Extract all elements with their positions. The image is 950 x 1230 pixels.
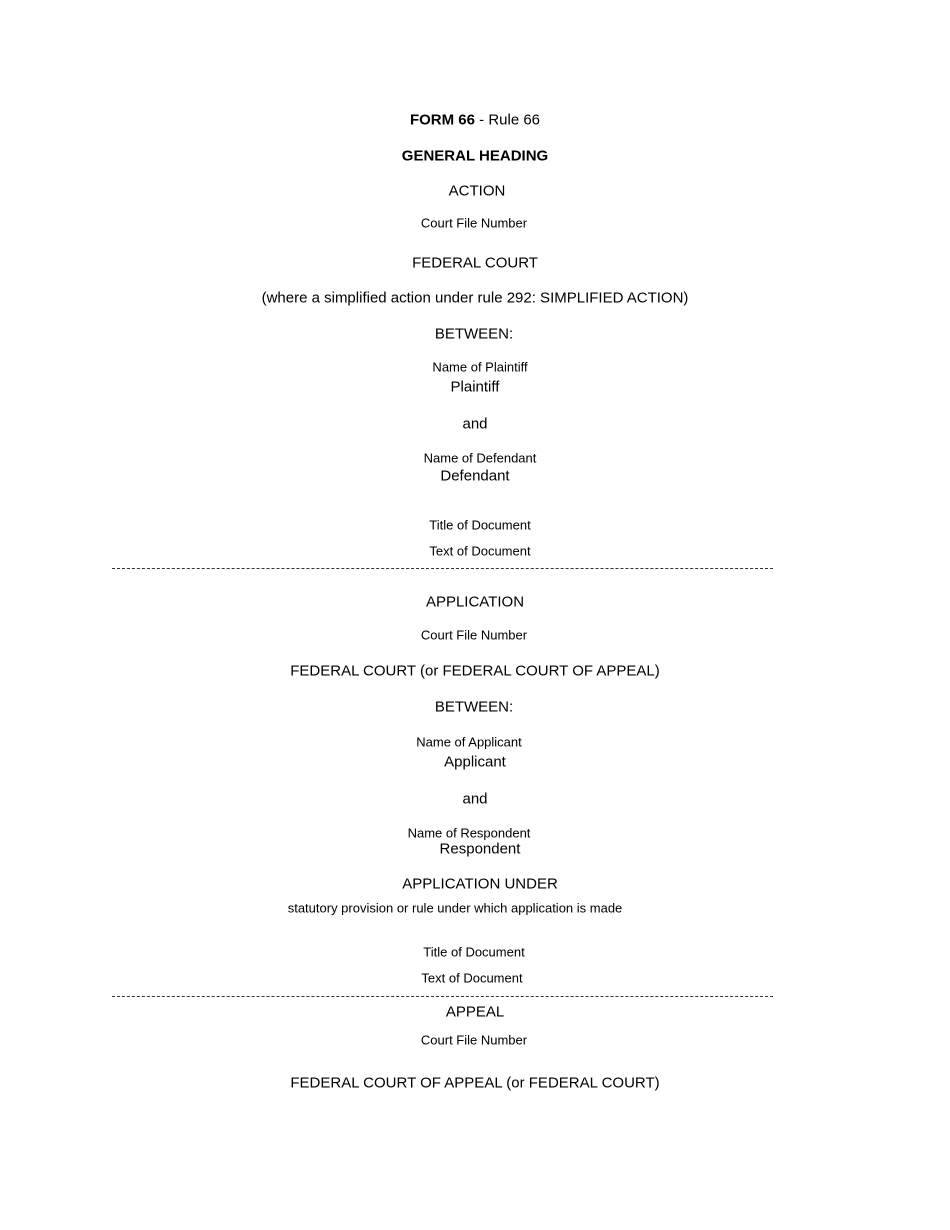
form-number: FORM 66 <box>409 111 475 129</box>
action-title: ACTION <box>448 182 506 200</box>
application-and: and <box>462 790 488 808</box>
application-between: BETWEEN: <box>434 698 514 716</box>
appeal-court: FEDERAL COURT OF APPEAL (or FEDERAL COURT) <box>290 1074 660 1092</box>
action-between: BETWEEN: <box>434 325 514 343</box>
action-court: FEDERAL COURT <box>412 254 538 272</box>
form-rule: - Rule 66 <box>474 111 541 129</box>
section-divider <box>112 996 773 997</box>
form-title <box>410 113 540 128</box>
application-doc-text: Text of Document <box>421 970 523 986</box>
general-heading: GENERAL HEADING <box>401 147 549 165</box>
respondent-label: Respondent <box>439 840 521 858</box>
simplified-action-note: (where a simplified action under rule 292: SIMPLIFIED ACTION) <box>261 289 689 307</box>
appeal-court-file-number: Court File Number <box>420 1032 528 1048</box>
action-doc-text: Text of Document <box>429 543 531 559</box>
application-under-note: statutory provision or rule under which application is made <box>287 900 623 916</box>
appeal-title: APPEAL <box>445 1003 505 1021</box>
plaintiff-name: Name of Plaintiff <box>432 359 528 375</box>
application-court-file-number: Court File Number <box>420 627 528 643</box>
application-under: APPLICATION UNDER <box>402 875 558 893</box>
application-court: FEDERAL COURT (or FEDERAL COURT OF APPEAL) <box>290 662 660 680</box>
plaintiff-label: Plaintiff <box>450 378 500 396</box>
respondent-name: Name of Respondent <box>407 825 531 841</box>
defendant-name: Name of Defendant <box>423 450 537 466</box>
defendant-label: Defendant <box>440 467 510 485</box>
applicant-name: Name of Applicant <box>416 734 522 750</box>
action-court-file-number: Court File Number <box>420 215 528 231</box>
action-doc-title: Title of Document <box>429 517 531 533</box>
action-and: and <box>462 415 488 433</box>
section-divider <box>112 568 773 569</box>
application-doc-title: Title of Document <box>423 944 525 960</box>
applicant-label: Applicant <box>444 753 506 771</box>
application-title: APPLICATION <box>425 593 525 611</box>
